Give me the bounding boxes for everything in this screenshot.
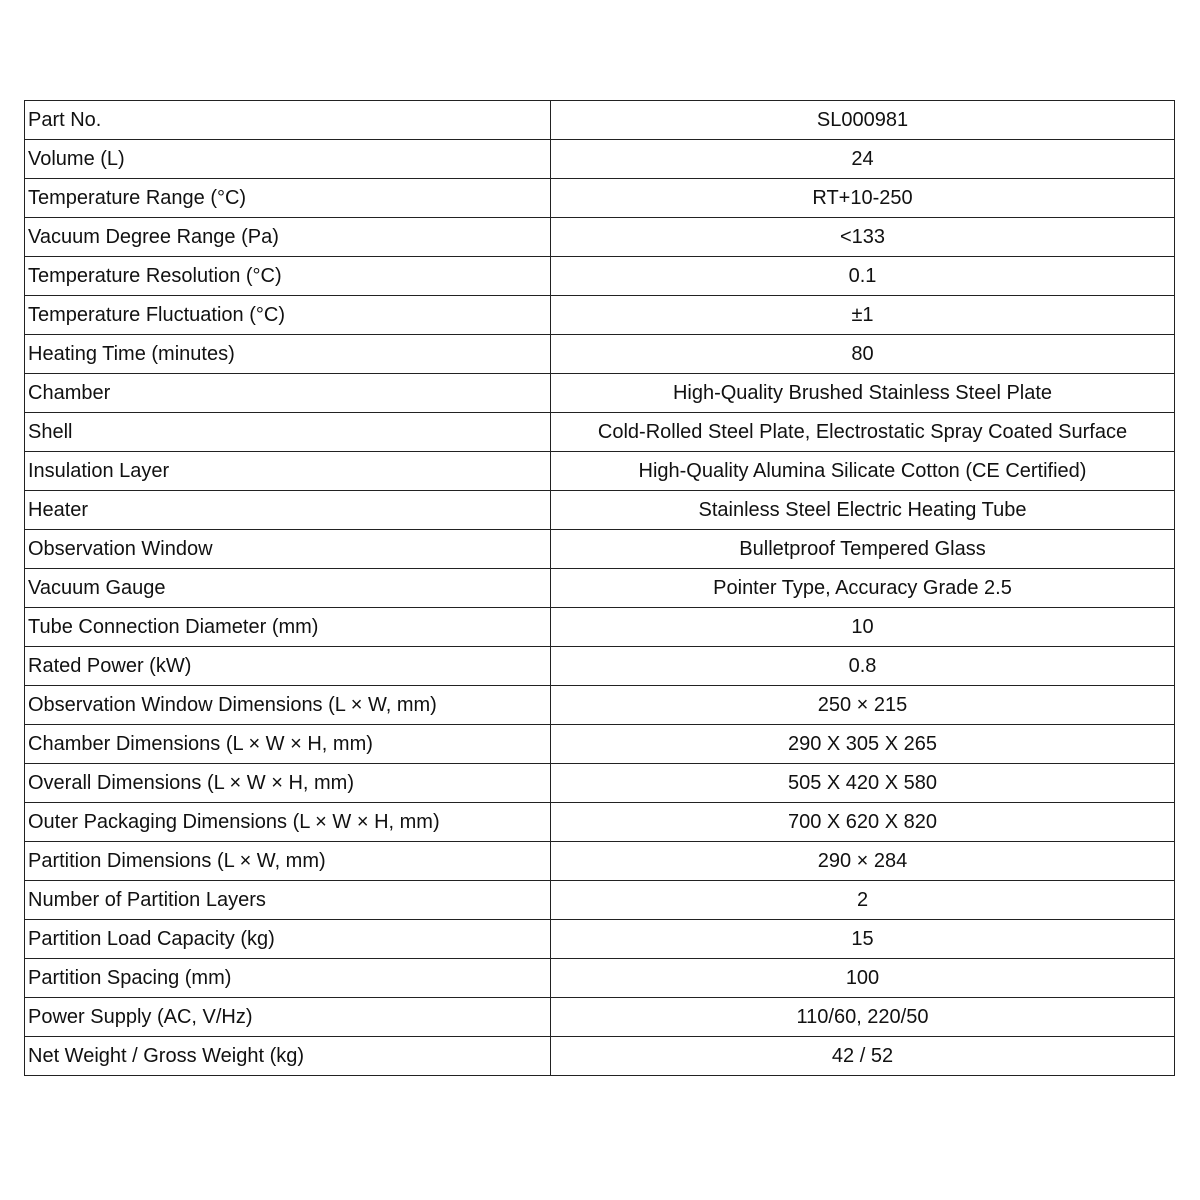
spec-value: SL000981 (551, 101, 1175, 140)
spec-value: High-Quality Brushed Stainless Steel Plate (551, 374, 1175, 413)
table-row (25, 530, 1175, 569)
table-row (25, 920, 1175, 959)
table-row (25, 725, 1175, 764)
spec-value: 290 × 284 (551, 842, 1175, 881)
spec-value: 250 × 215 (551, 686, 1175, 725)
spec-label: Temperature Range (°C) (25, 179, 551, 218)
table-row (25, 335, 1175, 374)
spec-label: Chamber Dimensions (L × W × H, mm) (25, 725, 551, 764)
spec-value: <133 (551, 218, 1175, 257)
spec-label: Partition Spacing (mm) (25, 959, 551, 998)
spec-table (24, 100, 1175, 1076)
spec-label: Observation Window Dimensions (L × W, mm) (25, 686, 551, 725)
spec-label: Number of Partition Layers (25, 881, 551, 920)
spec-label: Rated Power (kW) (25, 647, 551, 686)
spec-value: 100 (551, 959, 1175, 998)
spec-label: Temperature Resolution (°C) (25, 257, 551, 296)
spec-label: Heating Time (minutes) (25, 335, 551, 374)
spec-label: Insulation Layer (25, 452, 551, 491)
spec-label: Net Weight / Gross Weight (kg) (25, 1037, 551, 1076)
spec-label: Tube Connection Diameter (mm) (25, 608, 551, 647)
spec-value: 700 X 620 X 820 (551, 803, 1175, 842)
table-row (25, 764, 1175, 803)
spec-label: Observation Window (25, 530, 551, 569)
spec-value: Stainless Steel Electric Heating Tube (551, 491, 1175, 530)
spec-value: Pointer Type, Accuracy Grade 2.5 (551, 569, 1175, 608)
table-row (25, 413, 1175, 452)
spec-value: 290 X 305 X 265 (551, 725, 1175, 764)
table-row (25, 140, 1175, 179)
spec-value: 15 (551, 920, 1175, 959)
spec-label: Part No. (25, 101, 551, 140)
spec-value: 80 (551, 335, 1175, 374)
spec-value: 2 (551, 881, 1175, 920)
spec-value: 505 X 420 X 580 (551, 764, 1175, 803)
spec-value: ±1 (551, 296, 1175, 335)
table-row (25, 257, 1175, 296)
table-row (25, 296, 1175, 335)
spec-label: Volume (L) (25, 140, 551, 179)
spec-value: RT+10-250 (551, 179, 1175, 218)
spec-value: 110/60, 220/50 (551, 998, 1175, 1037)
table-row (25, 803, 1175, 842)
table-row (25, 491, 1175, 530)
table-row (25, 647, 1175, 686)
spec-label: Partition Load Capacity (kg) (25, 920, 551, 959)
table-row (25, 374, 1175, 413)
spec-value: High-Quality Alumina Silicate Cotton (CE Certified) (551, 452, 1175, 491)
spec-value: 0.8 (551, 647, 1175, 686)
table-row (25, 101, 1175, 140)
table-row (25, 1037, 1175, 1076)
spec-label: Overall Dimensions (L × W × H, mm) (25, 764, 551, 803)
spec-label: Outer Packaging Dimensions (L × W × H, mm) (25, 803, 551, 842)
table-row (25, 998, 1175, 1037)
table-row (25, 608, 1175, 647)
spec-label: Power Supply (AC, V/Hz) (25, 998, 551, 1037)
spec-value: 0.1 (551, 257, 1175, 296)
spec-value: 42 / 52 (551, 1037, 1175, 1076)
spec-label: Temperature Fluctuation (°C) (25, 296, 551, 335)
table-row (25, 686, 1175, 725)
spec-label: Heater (25, 491, 551, 530)
spec-value: 10 (551, 608, 1175, 647)
spec-label: Partition Dimensions (L × W, mm) (25, 842, 551, 881)
spec-value: 24 (551, 140, 1175, 179)
table-row (25, 881, 1175, 920)
spec-value: Cold-Rolled Steel Plate, Electrostatic Spray Coated Surface (551, 413, 1175, 452)
spec-label: Shell (25, 413, 551, 452)
table-row (25, 218, 1175, 257)
spec-label: Vacuum Degree Range (Pa) (25, 218, 551, 257)
table-row (25, 179, 1175, 218)
table-row (25, 842, 1175, 881)
spec-value: Bulletproof Tempered Glass (551, 530, 1175, 569)
table-row (25, 959, 1175, 998)
table-row (25, 569, 1175, 608)
spec-table-body (25, 101, 1175, 1076)
spec-label: Vacuum Gauge (25, 569, 551, 608)
spec-label: Chamber (25, 374, 551, 413)
table-row (25, 452, 1175, 491)
